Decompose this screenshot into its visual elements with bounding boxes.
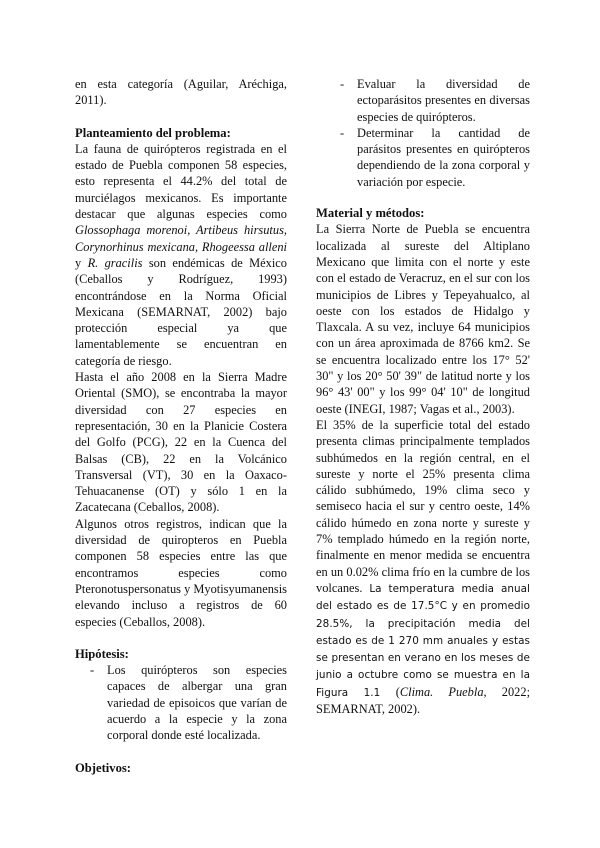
list-item-text: Determinar la cantidad de parásitos presentes en quirópteros dependiendo de la zona corporal y variación por especie.: [357, 125, 530, 189]
objectives-heading: Objetivos:: [75, 760, 131, 775]
species-names: Glossophaga morenoi, Artibeus hirsutus, Corynorhinus mexicana, Rhogeessa alleni: [75, 223, 287, 254]
methods-paragraph-1: La Sierra Norte de Puebla se encuentra localizada al sureste del Altiplano Mexicano que limita con el norte y este con el estado de Veracruz, en el sur con los municipios de Libres y Tepeyahualco, al oeste con los estados de Hidalgo y Tlaxcala. A su vez, incluye 64 municipios con un área aproximada de 8766 km2. Se se encuentra localizado entre los 17° 52' 30" y los 20° 50' 39" de latitud norte y los 96° 43' 00" y los 99° 04' 10" de longitud oeste (INEGI, 1987; Vagas et al., 2003).: [316, 222, 530, 416]
problem-paragraph-3: Algunos otros registros, indican que la diversidad de quiropteros en Puebla componen 58 especies entre las que encontramos especies como Pteronotuspersonatus y Myotisyumanensis elevando incluso a registros de 60 especies (Ceballos, 2008).: [75, 516, 288, 629]
bullet-dash: -: [340, 77, 345, 91]
list-item: [316, 125, 530, 190]
text: El 35% de la superficie total del estado presenta climas principalmente templados subhúmedos en la región central, en el sureste y norte el 25% presenta clima cálido subhúmedo, 19% clima seco y semiseco hacia el sur y centro oeste, 14% cálido húmedo en zona norte y sureste y 7% templado húmedo en la región norte, finalmente en menor medida se encuentra en un 0.02% clima frío en la cumbre de los volcanes.: [316, 417, 530, 595]
problem-paragraph-2: Hasta el año 2008 en la Sierra Madre Oriental (SMO), se encontraba la mayor diversidad con 27 especies en representación, 30 en la Planicie Costera del Golfo (PCG), 22 en la Cuenca del Balsas (CB), 22 en la Volcánico Transversal (VT), 30 en la Oaxaco-Tehuacanense (OT) y sólo 1 en la Zacatecana (Ceballos, 2008).: [75, 370, 287, 515]
methods-heading: Material y métodos:: [316, 206, 425, 221]
list-item-text: Los quirópteros son especies capaces de albergar una gran variedad de episoicos que varían de acuerdo a la especie y la zona corporal donde esté localizada.: [107, 663, 287, 743]
methods-paragraph-2: [316, 417, 530, 717]
citation-title: Clima. Puebla: [399, 684, 484, 699]
hypothesis-list: [75, 662, 287, 743]
text: La fauna de quirópteros registrada en el estado de Puebla componen 58 especies, esto representa el 44.2% del total de murciélagos mexicanos. Es importante destacar que algunas especies como: [75, 141, 287, 222]
problem-paragraph-1: [75, 141, 287, 369]
text: y: [75, 255, 88, 270]
left-column: [75, 76, 287, 776]
right-column: [316, 76, 530, 717]
text-sans: La temperatura media anual del estado es de 17.5°C y en promedio 28.5%, la precipitación media del estado es de 1 270 mm anuales y estas se presentan en verano en los meses de junio a octubre como se muestra en la Figura 1.1: [316, 582, 530, 699]
objectives-list: [316, 76, 530, 190]
text: son endémicas de México (Ceballos y Rodríguez, 1993) encontrándose en la Norma Oficial Mexicana (SEMARNAT, 2002) bajo protección especial ya que lamentablemente se encuentran en categoría de riesgo.: [75, 255, 287, 368]
list-item-text: Evaluar la diversidad de ectoparásitos presentes en diversas especies de quirópteros.: [357, 77, 530, 124]
problem-heading: Planteamiento del problema:: [75, 125, 231, 140]
hypothesis-heading: Hipótesis:: [75, 646, 129, 661]
list-item: [75, 662, 287, 743]
intro-tail-paragraph: en esta categoría (Aguilar, Aréchiga, 2011).: [75, 77, 287, 108]
text: , 2022; SEMARNAT, 2002).: [316, 684, 531, 716]
species-name: R. gracilis: [87, 255, 143, 270]
bullet-dash: -: [90, 663, 95, 678]
list-item: [316, 76, 530, 125]
bullet-dash: -: [340, 125, 345, 140]
text: (: [395, 684, 400, 699]
